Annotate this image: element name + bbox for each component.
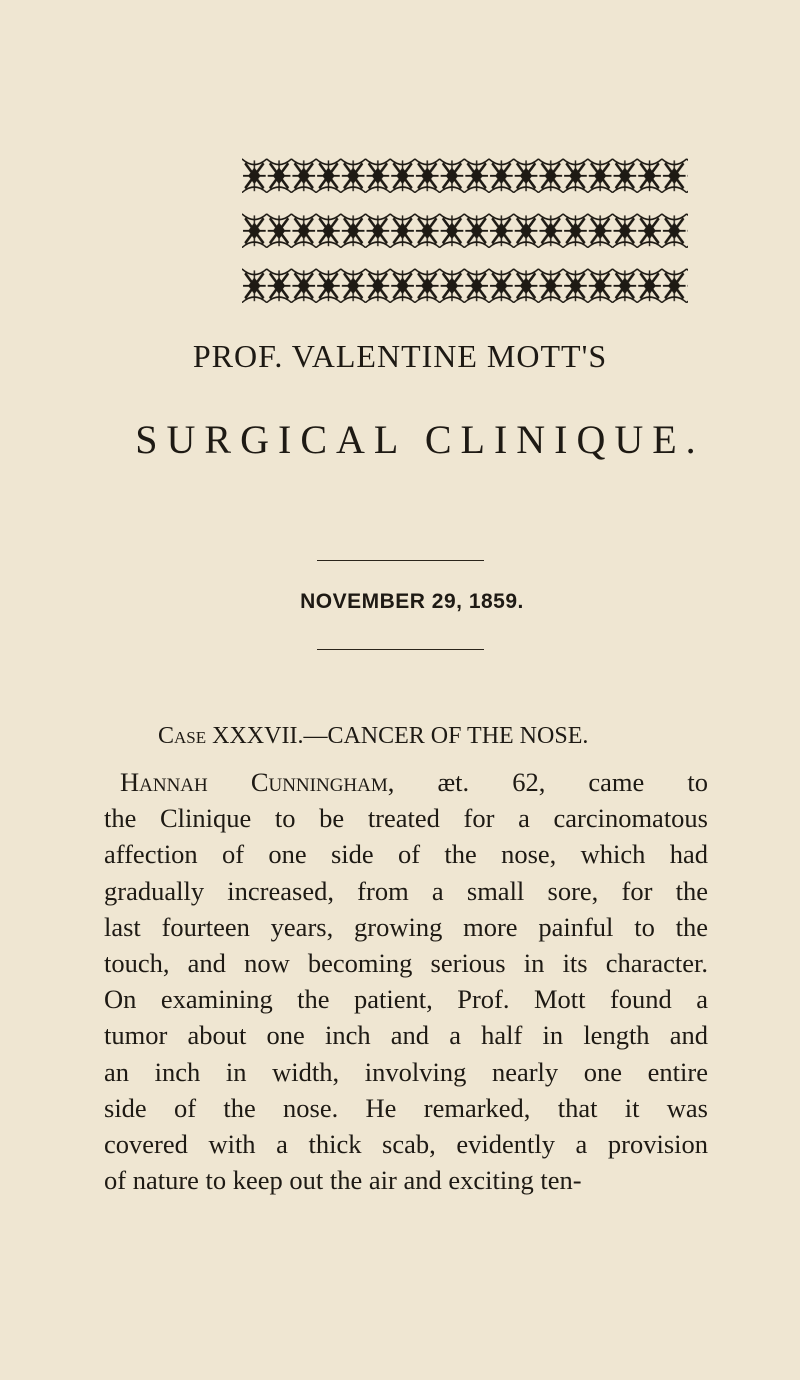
body-line: an inch in width, involving nearly one entire <box>104 1056 708 1087</box>
ornament-row-1 <box>242 157 688 193</box>
body-paragraph <box>104 764 708 1198</box>
date-line: NOVEMBER 29, 1859. <box>300 590 524 613</box>
ornament-row-2 <box>242 212 688 248</box>
body-line: side of the nose. He remarked, that it was <box>104 1092 708 1123</box>
body-line: tumor about one inch and a half in length and <box>104 1020 708 1051</box>
body-line: affection of one side of the nose, which had <box>104 839 708 870</box>
body-line: On examining the patient, Prof. Mott found a <box>104 984 708 1015</box>
body-line: gradually increased, from a small sore, for the <box>104 875 708 906</box>
body-line: Hannah Cunningham, æt. 62, came to <box>120 767 708 797</box>
case-title: XXXVII.—CANCER OF THE NOSE. <box>212 723 589 749</box>
page-title: SURGICAL CLINIQUE. <box>135 417 705 462</box>
case-label: Case <box>158 723 207 749</box>
body-line: the Clinique to be treated for a carcinomatous <box>104 803 708 834</box>
body-line: touch, and now becoming serious in its character. <box>104 948 708 979</box>
header-prefix: PROF. VALENTINE MOTT'S <box>192 338 608 374</box>
divider-rule-top <box>317 560 484 561</box>
patient-name: Hannah Cunningham, <box>120 767 395 797</box>
body-line: last fourteen years, growing more painful to the <box>104 911 708 942</box>
decorative-ornament-band <box>242 157 688 307</box>
body-line: of nature to keep out the air and exciting ten- <box>104 1165 582 1196</box>
ornament-row-3 <box>242 267 688 303</box>
case-heading <box>158 723 588 750</box>
divider-rule-bottom <box>317 649 484 650</box>
body-line: covered with a thick scab, evidently a provision <box>104 1129 708 1160</box>
